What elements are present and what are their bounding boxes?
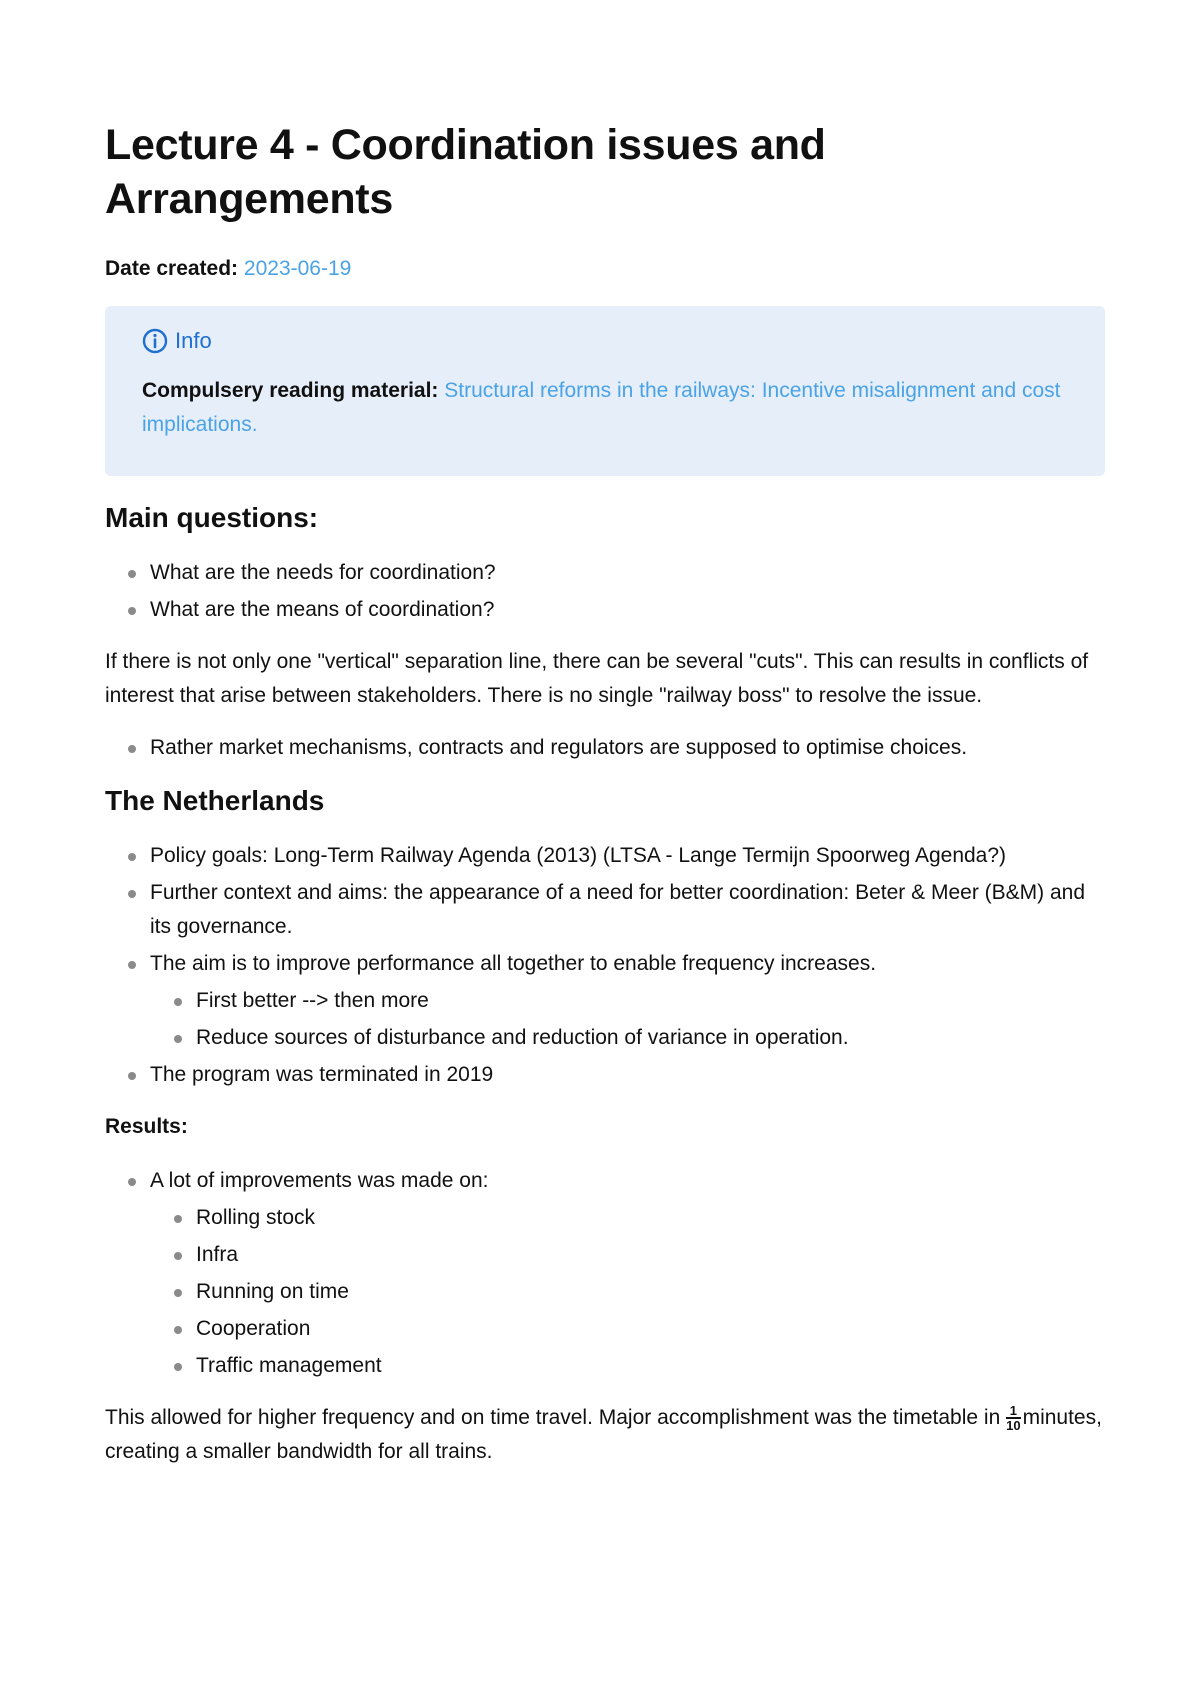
reading-material-link[interactable]: Structural reforms in the railways: Incentive misalignment and cost implications. [142, 379, 1061, 436]
info-callout [105, 306, 1105, 476]
list-item: What are the means of coordination? [150, 593, 1105, 627]
results-heading: Results: [105, 1115, 188, 1138]
results-paragraph-part2: minutes, creating a smaller bandwidth for all trains. [105, 1406, 1102, 1463]
list-item: Rather market mechanisms, contracts and regulators are supposed to optimise choices. [150, 731, 1105, 765]
list-item [150, 947, 1105, 1055]
info-callout-body [142, 374, 1069, 442]
results-paragraph-part1: This allowed for higher frequency and on time travel. Major accomplishment was the timetable in [105, 1406, 1001, 1429]
list-item: Rolling stock [196, 1201, 1105, 1235]
reading-material-label: Compulsery reading material: [142, 379, 439, 402]
info-callout-header [142, 326, 1069, 356]
list-item: Cooperation [196, 1312, 1105, 1346]
list-item: Further context and aims: the appearance of a need for better coordination: Beter & Meer (B&M) and its governance. [150, 876, 1105, 944]
list-item-text: The aim is to improve performance all together to enable frequency increases. [150, 952, 877, 975]
date-created-value[interactable]: 2023-06-19 [243, 257, 352, 280]
list-item: Reduce sources of disturbance and reduction of variance in operation. [196, 1021, 1105, 1055]
date-created-label: Date created: [105, 257, 239, 280]
list-item-text: A lot of improvements was made on: [150, 1169, 489, 1192]
list-item: What are the needs for coordination? [150, 556, 1105, 590]
main-questions-heading: Main questions: [105, 502, 319, 533]
fraction-denominator: 10 [1006, 1418, 1021, 1434]
netherlands-heading: The Netherlands [105, 785, 325, 816]
list-item: The program was terminated in 2019 [150, 1058, 1105, 1092]
list-item: First better --> then more [196, 984, 1105, 1018]
results-sublist [150, 1201, 1105, 1383]
fraction-numerator: 1 [1006, 1404, 1020, 1419]
info-icon [142, 328, 168, 354]
list-item: Running on time [196, 1275, 1105, 1309]
main-questions-list [105, 556, 1105, 627]
date-created [105, 254, 1105, 284]
list-item [150, 1164, 1105, 1383]
document-page [105, 118, 1105, 1469]
netherlands-sublist [150, 984, 1105, 1055]
cuts-paragraph: If there is not only one "vertical" separation line, there can be several "cuts". This can results in conflicts of interest that arise between stakeholders. There is no single "railway boss" to resolve the issue. [105, 650, 1089, 707]
fraction [1006, 1404, 1020, 1432]
list-item: Infra [196, 1238, 1105, 1272]
market-mechanisms-list [105, 731, 1105, 765]
netherlands-list [105, 839, 1105, 1092]
results-list [105, 1164, 1105, 1383]
page-title: Lecture 4 - Coordination issues and Arrangements [105, 121, 826, 223]
list-item: Traffic management [196, 1349, 1105, 1383]
info-callout-title: Info [175, 328, 212, 353]
list-item: Policy goals: Long-Term Railway Agenda (2013) (LTSA - Lange Termijn Spoorweg Agenda?) [150, 839, 1105, 873]
results-paragraph [105, 1401, 1105, 1469]
